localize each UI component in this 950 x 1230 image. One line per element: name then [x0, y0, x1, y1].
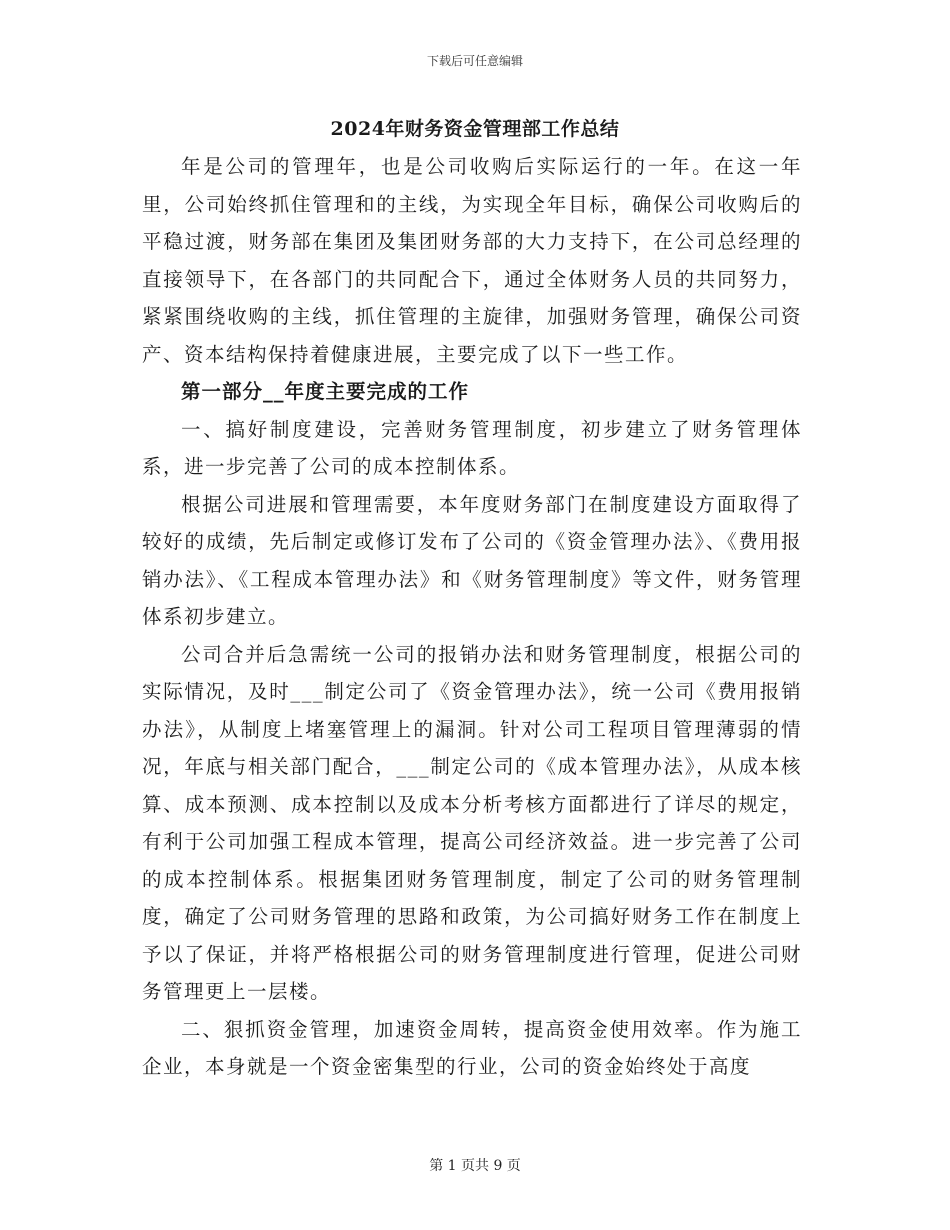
section-heading: 第一部分__年度主要完成的工作 [181, 380, 470, 403]
header-note: 下载后可任意编辑 [426, 54, 523, 68]
paragraph-item-one: 一、搞好制度建设，完善财务管理制度，初步建立了财务管理体系，进一步完善了公司的成本控制体系。 [142, 417, 802, 478]
paragraph-merger-rules: 公司合并后急需统一公司的报销办法和财务管理制度，根据公司的实际情况，及时___制定公司了《资金管理办法》，统一公司《费用报销办法》，从制度上堵塞管理上的漏洞。针对公司工程项目管理薄弱的情况，年底与相关部门配合，___制定公司的《成本管理办法》，从成本核算、成本预测、成本控制以及成本分析考核方面都进行了详尽的规定，有利于公司加强工程成本管理，提高公司经济效益。进一步完善了公司的成本控制体系。根据集团财务管理制度，制定了公司的财务管理制度，确定了公司财务管理的思路和政策，为公司搞好财务工作在制度上予以了保证，并将严格根据公司的财务管理制度进行管理，促进公司财务管理更上一层楼。 [142, 642, 802, 1003]
page-footer: 第 1 页共 9 页 [429, 1158, 521, 1174]
paragraph-intro: 年是公司的管理年，也是公司收购后实际运行的一年。在这一年里，公司始终抓住管理和的主线，为实现全年目标，确保公司收购后的平稳过渡，财务部在集团及集团财务部的大力支持下，在公司总经理的直接领导下，在各部门的共同配合下，通过全体财务人员的共同努力，紧紧围绕收购的主线，抓住管理的主旋律，加强财务管理，确保公司资产、资本结构保持着健康进展，主要完成了以下一些工作。 [142, 155, 802, 366]
paragraph-item-two: 二、狠抓资金管理，加速资金周转，提高资金使用效率。作为施工企业，本身就是一个资金密集型的行业，公司的资金始终处于高度 [142, 1017, 802, 1078]
document-title: 2024年财务资金管理部工作总结 [330, 118, 620, 140]
paragraph-system-building: 根据公司进展和管理需要，本年度财务部门在制度建设方面取得了较好的成绩，先后制定或修订发布了公司的《资金管理办法》、《费用报销办法》、《工程成本管理办法》和《财务管理制度》等文件，财务管理体系初步建立。 [142, 492, 802, 628]
document-body [142, 148, 802, 1086]
